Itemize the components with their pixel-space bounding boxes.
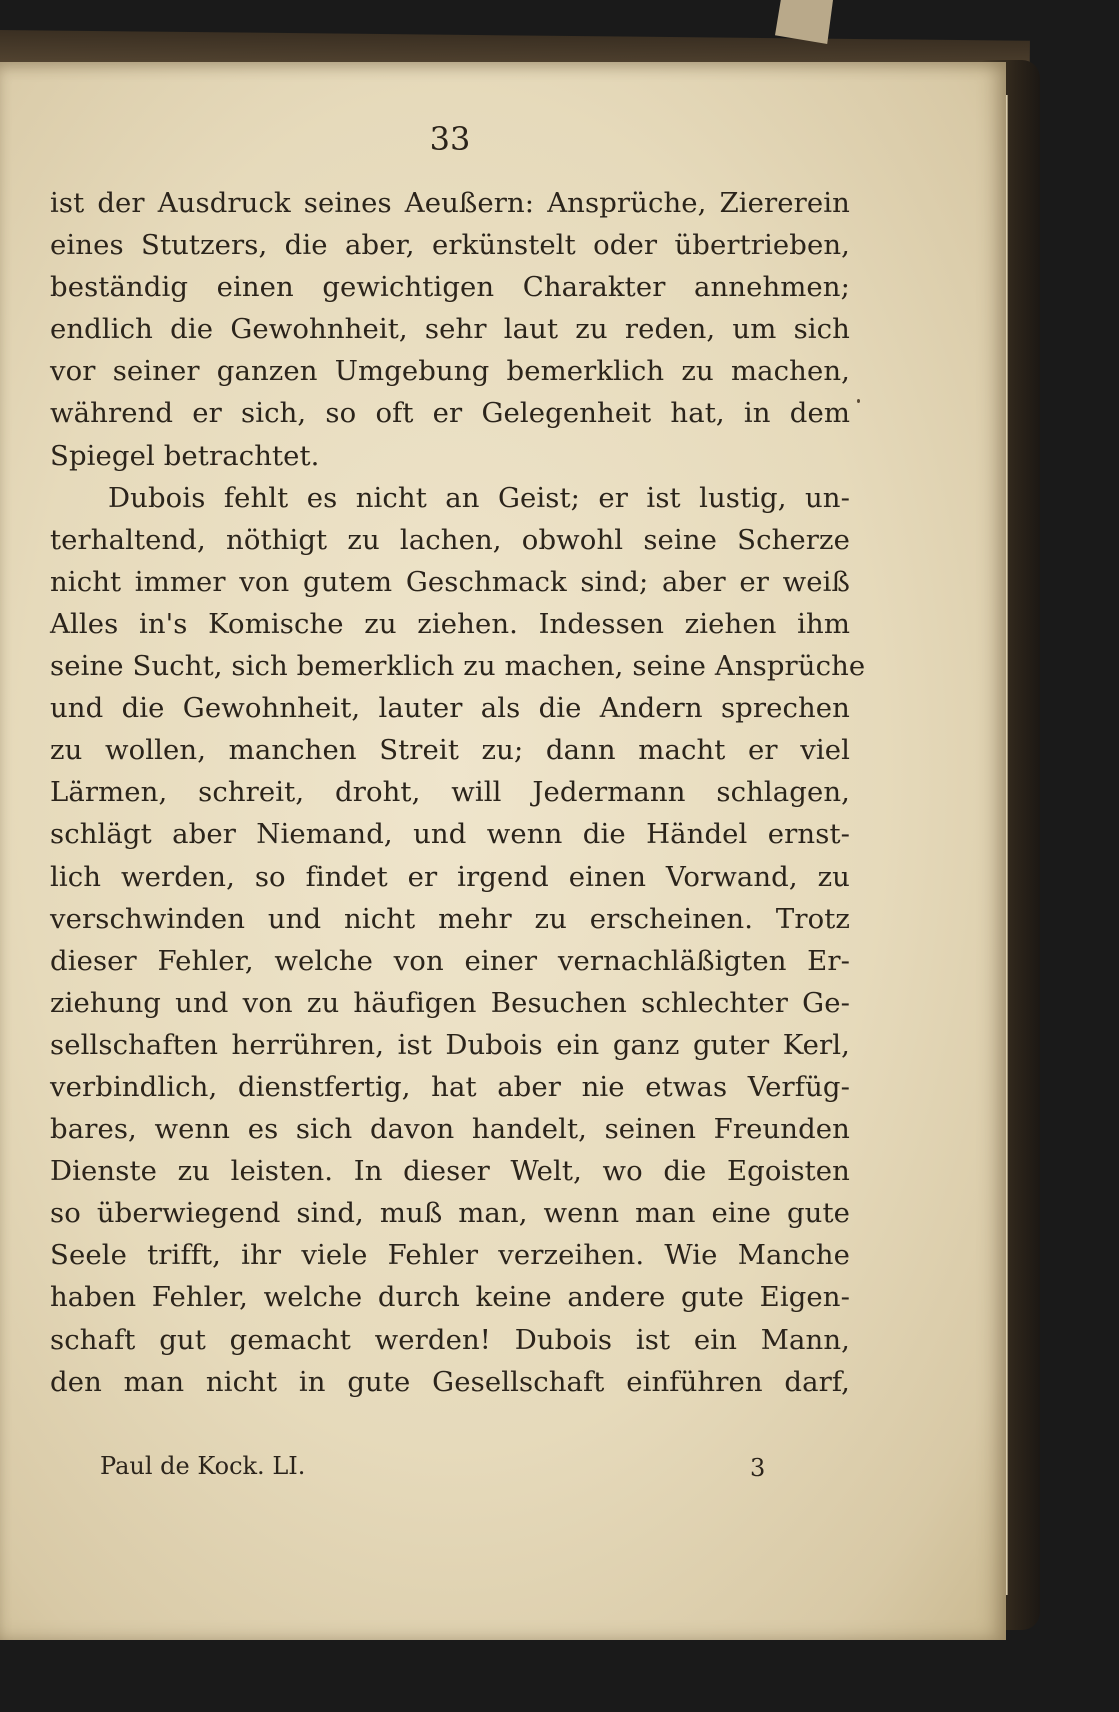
text-line: Alles in's Komische zu ziehen. Indessen ziehen ihm [50, 607, 850, 640]
text-line: terhaltend, nöthigt zu lachen, obwohl seine Scherze [50, 523, 850, 556]
text-line: Spiegel betrachtet. [50, 439, 320, 472]
text-line: so überwiegend sind, muß man, wenn man eine gute [50, 1197, 850, 1230]
text-line: haben Fehler, welche durch keine andere gute Eigen- [50, 1281, 850, 1314]
page-sheet [0, 62, 1006, 1640]
text-line: schaft gut gemacht werden! Dubois ist ein Mann, [50, 1323, 850, 1356]
paper-speck [857, 399, 860, 403]
text-line: während er sich, so oft er Gelegenheit hat, in dem [50, 397, 850, 430]
text-line: lich werden, so findet er irgend einen Vorwand, zu [50, 860, 850, 893]
text-line: Dubois fehlt es nicht an Geist; er ist lustig, un- [108, 481, 850, 514]
text-line: bares, wenn es sich davon handelt, seinen Freunden [50, 1113, 850, 1146]
text-line: ziehung und von zu häufigen Besuchen schlechter Ge- [50, 986, 850, 1019]
text-line: vor seiner ganzen Umgebung bemerklich zu machen, [50, 355, 850, 388]
text-line: endlich die Gewohnheit, sehr laut zu reden, um sich [50, 313, 850, 346]
text-line: schlägt aber Niemand, und wenn die Händel ernst- [50, 818, 850, 851]
text-line: sellschaften herrühren, ist Dubois ein ganz guter Kerl, [50, 1028, 850, 1061]
text-line: verschwinden und nicht mehr zu erscheinen. Trotz [50, 902, 850, 935]
text-line: zu wollen, manchen Streit zu; dann macht er viel [50, 734, 850, 767]
paragraph-2 [50, 477, 866, 1403]
text-line: Dienste zu leisten. In dieser Welt, wo die Egoisten [50, 1155, 850, 1188]
text-line: seine Sucht, sich bemerklich zu machen, seine Ansprüche [50, 650, 866, 683]
text-line: ist der Ausdruck seines Aeußern: Ansprüche, Ziererein [50, 187, 850, 219]
body-text [50, 182, 866, 1403]
text-line: eines Stutzers, die aber, erkünstelt oder übertrieben, [50, 229, 850, 262]
text-line: Seele trifft, ihr viele Fehler verzeihen. Wie Manche [50, 1239, 850, 1272]
text-line: und die Gewohnheit, lauter als die Andern sprechen [50, 692, 850, 725]
text-line: verbindlich, dienstfertig, hat aber nie etwas Verfüg- [50, 1070, 850, 1103]
text-line: den man nicht in gute Gesellschaft einführen darf, [50, 1365, 850, 1398]
text-line: Lärmen, schreit, droht, will Jedermann schlagen, [50, 776, 850, 809]
text-line: nicht immer von gutem Geschmack sind; aber er weiß [50, 565, 850, 598]
text-line: dieser Fehler, welche von einer vernachläßigten Er- [50, 944, 850, 977]
paragraph-1 [50, 182, 850, 477]
text-line: beständig einen gewichtigen Charakter annehmen; [50, 271, 850, 304]
signature-line: Paul de Kock. LI. [100, 1452, 306, 1480]
page-number: 33 [429, 120, 471, 158]
sheet-mark: 3 [750, 1454, 766, 1482]
